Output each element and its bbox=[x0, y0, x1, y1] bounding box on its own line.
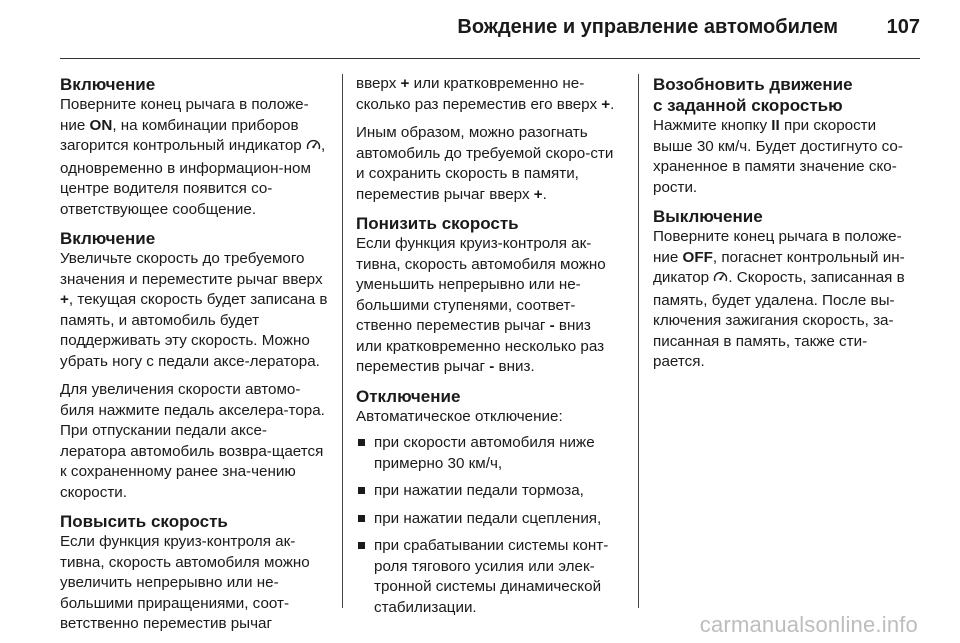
paragraph: вверх + или кратковременно не-сколько раз переместив его вверх +. bbox=[356, 75, 615, 113]
minus-symbol: - bbox=[489, 358, 495, 375]
paragraph: Если функция круиз-контроля ак-тивна, скорость автомобиля можно увеличить непрерывно или не-большими приращениями, соот-ветственно переместив рычаг bbox=[60, 533, 310, 632]
list-item: при скорости автомобиля ниже примерно 30 км/ч, bbox=[356, 433, 620, 474]
on-label: ON bbox=[89, 116, 113, 134]
paragraph: Для увеличения скорости автомо-биля нажмите педаль акселера-тора. При отпускании педали аксе-лератора автомобиль возвра-щается к сохраненному ранее зна-чению скорости. bbox=[60, 381, 325, 501]
section-heading: Понизить скорость bbox=[356, 214, 519, 233]
column-3 bbox=[653, 74, 917, 381]
watermark: carmanualsonline.info bbox=[699, 612, 918, 637]
header-divider bbox=[60, 58, 920, 59]
plus-symbol: + bbox=[533, 185, 543, 203]
paragraph: Нажмите кнопку II при скорости выше 30 км/ч. Будет достигнуто со-храненное в памяти значение ско-рости. bbox=[653, 117, 903, 196]
off-label: OFF bbox=[682, 248, 713, 266]
section-resume-speed bbox=[653, 74, 917, 198]
column-divider-2 bbox=[638, 74, 639, 608]
paragraph: Увеличьте скорость до требуемого значения и переместите рычаг вверх +, текущая скорость будет записана в память, и автомобиль будет поддерживать эту скорость. Можно убрать ногу с педали аксе-лератора. bbox=[60, 250, 328, 370]
paragraph: Если функция круиз-контроля ак-тивна, скорость автомобиля можно уменьшить непрерывно или не-большими ступенями, соответ-ственно переместив рычаг - вниз или кратковременно несколько раз переместив рычаг - вниз. bbox=[356, 235, 606, 375]
resume-button-symbol: II bbox=[771, 117, 780, 134]
section-decrease-speed bbox=[356, 213, 620, 378]
section-heading: Возобновить движение с заданной скоростью bbox=[653, 75, 853, 115]
page-header bbox=[60, 14, 920, 58]
section-switch-off bbox=[653, 206, 917, 373]
minus-symbol: - bbox=[549, 317, 555, 334]
bullet-list bbox=[356, 433, 620, 618]
bullet-square-icon bbox=[358, 487, 365, 494]
section-heading: Включение bbox=[60, 75, 156, 94]
plus-symbol: + bbox=[601, 95, 611, 113]
section-heading: Повысить скорость bbox=[60, 512, 228, 531]
paragraph: Автоматическое отключение: bbox=[356, 407, 563, 425]
list-item: при нажатии педали сцепления, bbox=[356, 509, 620, 530]
list-item: при нажатии педали тормоза, bbox=[356, 481, 620, 502]
column-2 bbox=[356, 74, 620, 626]
section-increase-speed bbox=[60, 511, 328, 635]
bullet-square-icon bbox=[358, 542, 365, 549]
section-activate bbox=[60, 74, 328, 220]
cruise-control-icon bbox=[306, 138, 321, 159]
column-divider-1 bbox=[342, 74, 343, 608]
paragraph: Поверните конец рычага в положе-ние ON, на комбинации приборов загорится контрольный индикатор , одновременно в информацион-ном центре водителя появится со-ответствующее сообщение. bbox=[60, 96, 326, 218]
paragraph: Поверните конец рычага в положе-ние OFF, погаснет контрольный ин-дикатор . Скорость, записанная в память, будет удалена. После вы-ключения зажигания скорость, за-писанная в память, также сти-рается. bbox=[653, 228, 905, 370]
section-heading: Выключение bbox=[653, 207, 763, 226]
section-heading: Отключение bbox=[356, 386, 461, 406]
list-item: при срабатывании системы конт-роля тягового усилия или элек-тронной системы динамической стабилизации. bbox=[356, 536, 620, 618]
section-set-speed bbox=[60, 228, 328, 503]
column-1 bbox=[60, 74, 328, 643]
bullet-square-icon bbox=[358, 515, 365, 522]
section-heading: Включение bbox=[60, 229, 156, 248]
plus-symbol: + bbox=[60, 291, 69, 308]
plus-symbol: + bbox=[400, 75, 410, 92]
section-deactivate bbox=[356, 386, 620, 619]
page-title: Вождение и управление автомобилем bbox=[457, 16, 838, 38]
bullet-square-icon bbox=[358, 439, 365, 446]
paragraph: Иным образом, можно разогнать автомобиль до требуемой скоро-сти и сохранить скорость в памяти, переместив рычаг вверх +. bbox=[356, 124, 614, 203]
page-number: 107 bbox=[886, 16, 920, 38]
cruise-control-icon bbox=[713, 270, 728, 291]
